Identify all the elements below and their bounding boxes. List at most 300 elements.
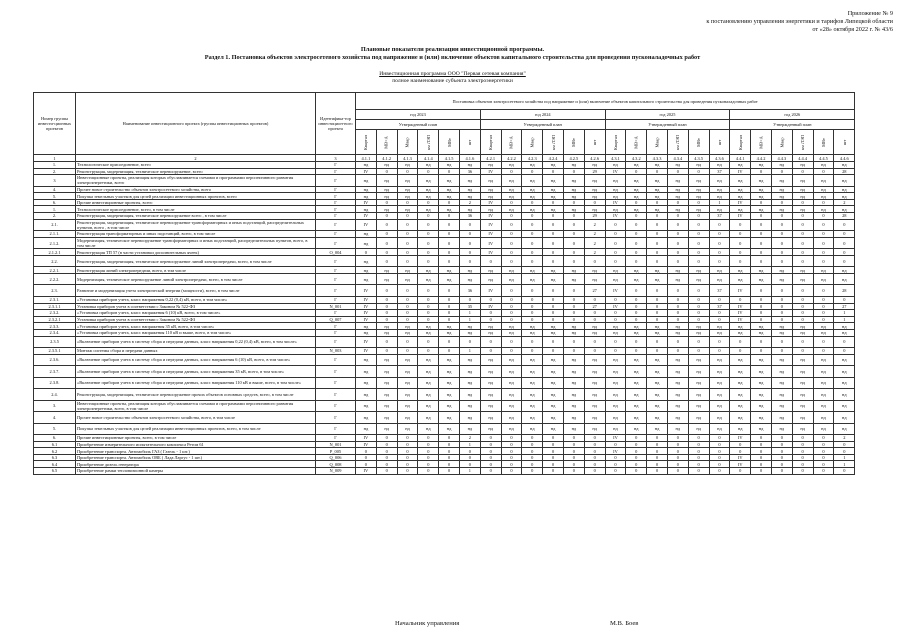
row-value: нд: [647, 329, 668, 336]
row-value: нд: [813, 162, 834, 169]
row-value: нд: [626, 175, 647, 187]
row-value: 0: [418, 348, 439, 355]
row-value: 0: [397, 213, 418, 220]
row-value: нд: [667, 206, 688, 213]
row-value: 0: [771, 285, 792, 297]
row-value: 0: [543, 441, 564, 448]
row-value: 0: [792, 441, 813, 448]
row-value: 0: [439, 461, 460, 468]
row-value: 0: [792, 255, 813, 267]
table-row: [34, 213, 855, 220]
header-row-numbers: [34, 155, 855, 162]
row-value: нд: [730, 186, 751, 193]
row-value: 0: [480, 441, 501, 448]
row-value: 0: [813, 296, 834, 303]
row-value: 0: [376, 303, 397, 310]
row-value: 0: [626, 435, 647, 442]
row-value: 0: [439, 231, 460, 238]
row-value: 0: [605, 296, 626, 303]
row-value: 0: [626, 303, 647, 310]
row-value: нд: [439, 329, 460, 336]
row-value: 0: [418, 285, 439, 297]
row-value: 0: [730, 237, 751, 249]
row-value: нд: [605, 193, 626, 200]
row-value: нд: [688, 273, 709, 285]
row-value: нд: [834, 366, 855, 378]
row-value: 0: [501, 461, 522, 468]
row-value: нд: [501, 193, 522, 200]
table-row: [34, 273, 855, 285]
row-value: нд: [751, 354, 772, 366]
row-value: 0: [667, 237, 688, 249]
row-value: 0: [834, 249, 855, 256]
row-value: 0: [667, 168, 688, 175]
row-value: 0: [626, 461, 647, 468]
row-number: 2.3.8.: [34, 377, 76, 389]
column-number: 4.2.4: [543, 155, 564, 162]
row-value: IV: [356, 441, 377, 448]
row-value: 0: [647, 237, 668, 249]
row-value: 0: [605, 249, 626, 256]
row-value: 0: [397, 231, 418, 238]
row-name: «Установка приборов учета, класс напряжения 6 (10) кВ, всего, в том числе»: [76, 310, 316, 317]
row-value: нд: [418, 162, 439, 169]
row-value: нд: [688, 175, 709, 187]
unit-header-label: МВт: [446, 137, 452, 147]
row-value: нд: [751, 400, 772, 412]
row-value: 0: [501, 213, 522, 220]
row-value: нд: [771, 366, 792, 378]
row-value: 28: [834, 168, 855, 175]
row-value: нд: [751, 323, 772, 330]
row-value: IV: [480, 303, 501, 310]
row-value: 0: [563, 231, 584, 238]
row-value: 0: [522, 237, 543, 249]
row-value: нд: [813, 329, 834, 336]
row-value: нд: [688, 329, 709, 336]
row-value: нд: [688, 366, 709, 378]
row-value: нд: [563, 186, 584, 193]
row-value: нд: [356, 193, 377, 200]
row-value: нд: [563, 354, 584, 366]
row-value: нд: [771, 206, 792, 213]
row-value: 0: [813, 303, 834, 310]
row-value: 0: [543, 461, 564, 468]
row-value: 0: [751, 316, 772, 323]
row-value: 0: [792, 285, 813, 297]
row-value: 0: [501, 448, 522, 455]
row-value: 0: [605, 468, 626, 475]
row-id: Г: [316, 162, 356, 169]
row-name: Реконструкция, модернизация, техническое перевооружение всего , в том числе: [76, 213, 316, 220]
row-value: 0: [501, 231, 522, 238]
row-value: нд: [459, 273, 480, 285]
row-value: нд: [730, 175, 751, 187]
row-number: 2.3.5.1: [34, 348, 76, 355]
row-value: 0: [605, 336, 626, 348]
table-row: [34, 454, 855, 461]
row-value: 0: [667, 255, 688, 267]
row-value: 0: [626, 255, 647, 267]
row-value: 0: [356, 461, 377, 468]
row-value: 0: [459, 296, 480, 303]
row-value: нд: [480, 366, 501, 378]
row-value: нд: [709, 366, 730, 378]
col-main-header: Постановка объектов электросетевого хозяйства под напряжение и (или) включение объектов капитального строительства для проведения пусконаладочных работ: [356, 93, 855, 110]
row-value: 0: [751, 249, 772, 256]
row-value: нд: [563, 206, 584, 213]
row-value: 2: [834, 199, 855, 206]
row-value: 0: [522, 454, 543, 461]
row-value: нд: [563, 193, 584, 200]
row-value: 35: [459, 303, 480, 310]
row-value: 0: [792, 454, 813, 461]
row-value: нд: [480, 323, 501, 330]
row-value: нд: [647, 186, 668, 193]
row-value: 0: [397, 219, 418, 231]
row-name: Прочее новое строительство объектов электросетевого хозяйства, всего: [76, 186, 316, 193]
row-number: 6.2: [34, 448, 76, 455]
row-value: 0: [397, 303, 418, 310]
row-value: 0: [522, 310, 543, 317]
row-number: 5.: [34, 423, 76, 435]
column-number: 4.3.5: [688, 155, 709, 162]
row-value: нд: [418, 193, 439, 200]
row-value: нд: [709, 162, 730, 169]
row-value: 0: [751, 255, 772, 267]
row-value: нд: [522, 175, 543, 187]
row-value: IV: [605, 168, 626, 175]
row-name: Прочие инвестиционные проекты, всего: [76, 199, 316, 206]
row-value: нд: [418, 366, 439, 378]
row-value: 0: [418, 336, 439, 348]
unit-header-label: Квартал: [363, 134, 369, 150]
row-value: IV: [730, 454, 751, 461]
row-value: нд: [667, 354, 688, 366]
row-value: нд: [543, 273, 564, 285]
row-value: нд: [730, 412, 751, 424]
row-value: нд: [709, 186, 730, 193]
row-value: нд: [376, 193, 397, 200]
row-value: 0: [647, 303, 668, 310]
row-value: 0: [647, 255, 668, 267]
table-row: [34, 168, 855, 175]
row-value: 0: [792, 213, 813, 220]
row-value: нд: [667, 193, 688, 200]
row-value: IV: [480, 199, 501, 206]
row-value: 0: [397, 348, 418, 355]
row-value: 0: [751, 285, 772, 297]
row-value: нд: [813, 366, 834, 378]
row-value: 0: [626, 441, 647, 448]
row-value: 0: [563, 285, 584, 297]
row-value: 0: [418, 237, 439, 249]
row-value: 0: [376, 296, 397, 303]
row-value: 0: [522, 316, 543, 323]
row-value: нд: [397, 377, 418, 389]
row-value: 0: [709, 348, 730, 355]
table-row: [34, 175, 855, 187]
row-value: нд: [709, 412, 730, 424]
row-value: 37: [709, 285, 730, 297]
row-value: нд: [584, 323, 605, 330]
row-id: O_004: [316, 249, 356, 256]
row-value: нд: [771, 400, 792, 412]
row-value: нд: [771, 423, 792, 435]
row-value: нд: [792, 175, 813, 187]
row-id: Q_006: [316, 454, 356, 461]
row-value: 0: [563, 316, 584, 323]
row-value: нд: [751, 162, 772, 169]
row-value: IV: [605, 213, 626, 220]
row-value: 0: [439, 249, 460, 256]
row-value: нд: [792, 273, 813, 285]
row-value: нд: [751, 377, 772, 389]
row-value: 0: [501, 303, 522, 310]
row-value: нд: [563, 273, 584, 285]
row-value: 0: [418, 441, 439, 448]
row-value: нд: [626, 186, 647, 193]
row-value: 0: [647, 213, 668, 220]
row-value: 0: [376, 336, 397, 348]
row-value: 0: [626, 454, 647, 461]
unit-header: [480, 130, 501, 155]
row-value: нд: [501, 175, 522, 187]
row-value: 0: [626, 219, 647, 231]
row-value: IV: [605, 303, 626, 310]
program-name: Инвестиционная программа ООО "Первая сетевая компания": [379, 71, 526, 77]
row-value: нд: [647, 389, 668, 401]
table-row: [34, 219, 855, 231]
row-value: 0: [792, 461, 813, 468]
row-value: 0: [397, 454, 418, 461]
row-value: нд: [730, 329, 751, 336]
row-value: 0: [688, 303, 709, 310]
row-value: нд: [522, 389, 543, 401]
row-value: IV: [480, 213, 501, 220]
row-value: нд: [813, 267, 834, 274]
table-row: [34, 186, 855, 193]
row-value: 0: [480, 348, 501, 355]
row-value: 0: [813, 249, 834, 256]
row-number: 5.: [34, 193, 76, 200]
row-value: 0: [376, 237, 397, 249]
row-value: IV: [356, 336, 377, 348]
row-value: нд: [397, 186, 418, 193]
row-value: 0: [543, 336, 564, 348]
row-value: нд: [792, 186, 813, 193]
column-number: 4.4.5: [813, 155, 834, 162]
row-id: P_005: [316, 448, 356, 455]
row-value: нд: [543, 267, 564, 274]
row-id: Г: [316, 329, 356, 336]
year-header: год 2025: [605, 110, 730, 120]
row-value: 0: [605, 348, 626, 355]
row-value: нд: [605, 354, 626, 366]
row-value: нд: [605, 175, 626, 187]
row-value: нд: [751, 267, 772, 274]
column-number: 4.4.6: [834, 155, 855, 162]
row-value: 0: [418, 316, 439, 323]
row-value: нд: [813, 389, 834, 401]
row-value: 0: [626, 213, 647, 220]
row-value: нд: [834, 267, 855, 274]
row-id: Г: [316, 237, 356, 249]
row-number: 1.: [34, 162, 76, 169]
row-value: нд: [543, 329, 564, 336]
row-value: нд: [480, 193, 501, 200]
row-value: нд: [709, 273, 730, 285]
row-value: нд: [813, 377, 834, 389]
row-value: нд: [709, 354, 730, 366]
row-value: нд: [501, 162, 522, 169]
unit-header: [522, 130, 543, 155]
row-name: Реконструкция ТП 57 (в части установки дополнительных ячеек): [76, 249, 316, 256]
row-value: 1: [834, 461, 855, 468]
row-value: 0: [626, 199, 647, 206]
row-value: 37: [709, 168, 730, 175]
row-id: N_009: [316, 468, 356, 475]
row-value: 0: [771, 213, 792, 220]
row-name: Инвестиционные проекты, реализация которых обуславливается схемами и программами перспективного развития электроэнергетики, всего: [76, 175, 316, 187]
row-value: 0: [667, 468, 688, 475]
row-value: 0: [709, 435, 730, 442]
row-value: 2: [459, 199, 480, 206]
row-value: 0: [459, 461, 480, 468]
row-value: нд: [543, 389, 564, 401]
row-value: 0: [626, 336, 647, 348]
row-value: 0: [626, 348, 647, 355]
row-value: нд: [439, 354, 460, 366]
row-value: нд: [813, 423, 834, 435]
row-value: нд: [834, 377, 855, 389]
row-value: нд: [418, 329, 439, 336]
row-value: нд: [543, 366, 564, 378]
row-value: 0: [730, 348, 751, 355]
row-value: 0: [418, 435, 439, 442]
column-number: 4.2.2: [501, 155, 522, 162]
row-value: 0: [418, 468, 439, 475]
row-number: 2.1.2.: [34, 237, 76, 249]
row-value: 0: [647, 219, 668, 231]
row-value: нд: [626, 273, 647, 285]
row-number: 6.: [34, 199, 76, 206]
row-value: 0: [834, 448, 855, 455]
column-number: 4.1.6: [459, 155, 480, 162]
row-value: 0: [563, 303, 584, 310]
row-value: нд: [709, 267, 730, 274]
row-value: нд: [356, 354, 377, 366]
row-value: 0: [563, 199, 584, 206]
year-header: год 2023: [356, 110, 481, 120]
row-value: нд: [501, 186, 522, 193]
row-value: нд: [480, 175, 501, 187]
row-value: нд: [584, 193, 605, 200]
row-value: нд: [709, 377, 730, 389]
row-value: 36: [459, 285, 480, 297]
row-value: 0: [397, 296, 418, 303]
row-value: нд: [522, 273, 543, 285]
row-value: 0: [418, 296, 439, 303]
row-value: 0: [813, 285, 834, 297]
row-value: 0: [480, 316, 501, 323]
row-id: Г: [316, 186, 356, 193]
row-value: нд: [459, 267, 480, 274]
row-value: 0: [667, 441, 688, 448]
row-value: 0: [397, 285, 418, 297]
table-row: [34, 461, 855, 468]
row-value: нд: [418, 175, 439, 187]
row-value: 0: [834, 237, 855, 249]
row-value: нд: [459, 323, 480, 330]
row-value: 0: [418, 199, 439, 206]
row-value: нд: [730, 206, 751, 213]
table-row: [34, 336, 855, 348]
row-value: нд: [792, 423, 813, 435]
row-value: нд: [647, 175, 668, 187]
unit-header-label: Мвар: [529, 136, 535, 148]
row-value: 1: [459, 441, 480, 448]
row-value: нд: [522, 423, 543, 435]
row-value: 0: [501, 435, 522, 442]
row-id: Г: [316, 175, 356, 187]
row-value: 0: [834, 231, 855, 238]
row-value: 0: [543, 285, 564, 297]
row-value: IV: [605, 448, 626, 455]
row-value: нд: [376, 377, 397, 389]
row-value: нд: [397, 193, 418, 200]
row-value: 0: [584, 461, 605, 468]
row-value: нд: [605, 423, 626, 435]
row-value: нд: [647, 267, 668, 274]
row-value: 0: [709, 255, 730, 267]
row-value: нд: [397, 273, 418, 285]
row-name: Покупка земельных участков для целей реализации инвестиционных проектов, всего, в том числе: [76, 423, 316, 435]
row-value: IV: [480, 219, 501, 231]
row-name: Монтаж системы сбора и передачи данных: [76, 348, 316, 355]
row-value: 0: [730, 336, 751, 348]
unit-header-label: МВ×А: [758, 135, 764, 149]
row-value: 0: [439, 219, 460, 231]
row-value: 0: [543, 435, 564, 442]
row-value: нд: [563, 412, 584, 424]
row-value: 0: [543, 316, 564, 323]
unit-header: [667, 130, 688, 155]
row-value: нд: [439, 193, 460, 200]
row-value: нд: [626, 323, 647, 330]
row-value: нд: [356, 389, 377, 401]
row-value: нд: [626, 267, 647, 274]
row-value: нд: [397, 354, 418, 366]
row-value: IV: [356, 296, 377, 303]
row-value: 0: [439, 468, 460, 475]
row-value: нд: [813, 193, 834, 200]
row-value: нд: [501, 354, 522, 366]
row-value: 0: [688, 435, 709, 442]
row-value: 1: [459, 316, 480, 323]
row-value: 0: [397, 448, 418, 455]
row-value: 0: [522, 468, 543, 475]
row-value: IV: [730, 285, 751, 297]
row-number: 2.1.1.: [34, 231, 76, 238]
row-value: нд: [584, 162, 605, 169]
row-value: 0: [356, 454, 377, 461]
row-value: 0: [563, 336, 584, 348]
row-value: 0: [522, 285, 543, 297]
row-value: нд: [771, 323, 792, 330]
row-value: 0: [418, 219, 439, 231]
row-value: 0: [834, 468, 855, 475]
